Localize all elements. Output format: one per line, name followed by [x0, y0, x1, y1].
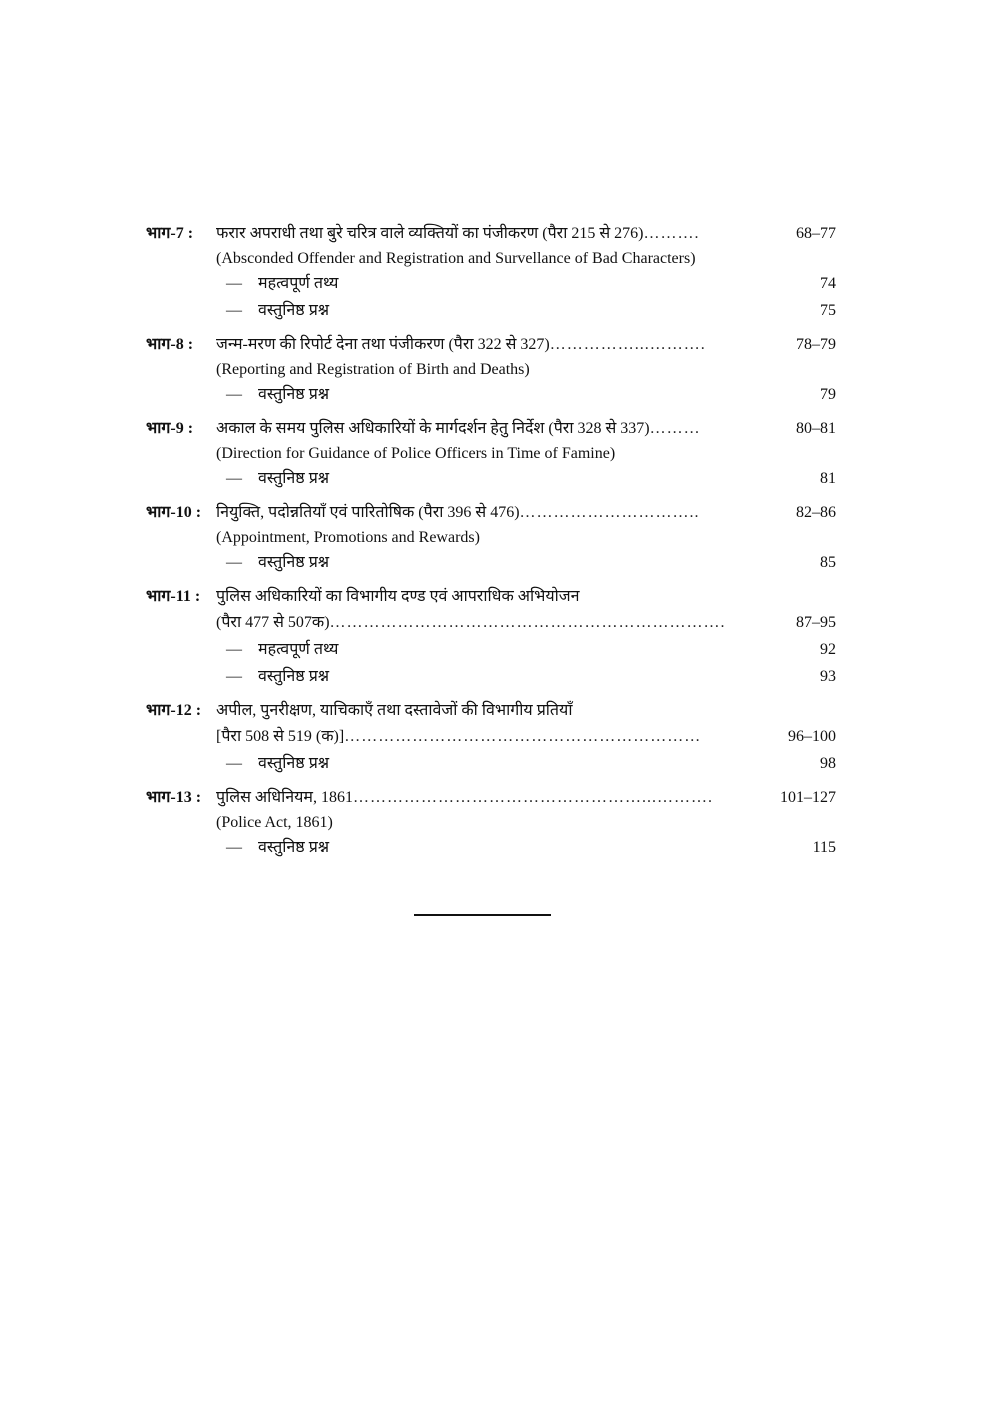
page-range: 96–100 — [788, 728, 836, 745]
sub-entry-title: वस्तुनिष्ठ प्रश्न — [258, 668, 330, 685]
sub-entry-page: 81 — [820, 470, 836, 487]
table-of-contents — [146, 221, 836, 869]
toc-entry-line — [146, 584, 836, 610]
toc-entry-line — [146, 500, 836, 526]
dash-bullet: — — [226, 470, 242, 487]
dash-bullet: — — [226, 275, 242, 292]
dash-bullet: — — [226, 302, 242, 319]
end-rule — [414, 914, 551, 916]
sub-entry-title: महत्वपूर्ण तथ्य — [258, 275, 339, 292]
dot-leader: ……………………………………………………… — [344, 728, 702, 745]
sub-entry — [146, 465, 836, 492]
sub-entry-page: 115 — [812, 839, 836, 856]
sub-entry-page: 75 — [820, 302, 836, 319]
entry-title: पुलिस अधिनियम, 1861 — [216, 789, 353, 806]
toc-entry-line — [146, 785, 836, 811]
sub-entry — [146, 663, 836, 690]
dot-leader: ………. — [643, 225, 700, 242]
page-range: 101–127 — [780, 789, 836, 806]
sub-entry-page: 98 — [820, 755, 836, 772]
english-title: (Direction for Guidance of Police Officers in Time of Famine) — [216, 445, 616, 462]
entry-title: अपील, पुनरीक्षण, याचिकाएँ तथा दस्तावेजों की विभागीय प्रतियाँ — [216, 702, 573, 719]
sub-entry — [146, 381, 836, 408]
entry-title: फरार अपराधी तथा बुरे चरित्र वाले व्यक्तियों का पंजीकरण (पैरा 215 से 276) — [216, 225, 644, 242]
english-title: (Absconded Offender and Registration and Survellance of Bad Characters) — [216, 250, 696, 267]
toc-entry-line — [146, 221, 836, 247]
english-title: (Police Act, 1861) — [216, 814, 333, 831]
dash-bullet: — — [226, 839, 242, 856]
toc-section — [146, 332, 836, 408]
sub-entry-title: वस्तुनिष्ठ प्रश्न — [258, 470, 330, 487]
toc-entry-line — [146, 416, 836, 442]
entry-title: पुलिस अधिकारियों का विभागीय दण्ड एवं आपराधिक अभियोजन — [216, 588, 580, 605]
english-title: (Appointment, Promotions and Rewards) — [216, 529, 480, 546]
part-label: भाग-11 : — [146, 588, 201, 605]
page-range: 68–77 — [796, 225, 836, 242]
sub-entry-title: वस्तुनिष्ठ प्रश्न — [258, 755, 330, 772]
sub-entry — [146, 750, 836, 777]
part-label: भाग-8 : — [146, 336, 194, 353]
sub-entry-page: 93 — [820, 668, 836, 685]
dot-leader: ……………………………………………...………. — [352, 789, 713, 806]
toc-section — [146, 584, 836, 690]
toc-section — [146, 785, 836, 861]
toc-section — [146, 416, 836, 492]
sub-entry-title: वस्तुनिष्ठ प्रश्न — [258, 386, 330, 403]
sub-entry-page: 79 — [820, 386, 836, 403]
sub-entry — [146, 270, 836, 297]
entry-title: (पैरा 477 से 507क) — [216, 614, 330, 631]
sub-entry-title: वस्तुनिष्ठ प्रश्न — [258, 839, 330, 856]
dash-bullet: — — [226, 641, 242, 658]
page-range: 78–79 — [796, 336, 836, 353]
sub-entry-title: वस्तुनिष्ठ प्रश्न — [258, 554, 330, 571]
dot-leader: ……… — [649, 420, 701, 437]
part-label: भाग-9 : — [146, 420, 194, 437]
toc-entry-line — [146, 724, 836, 750]
page-range: 87–95 — [796, 614, 836, 631]
sub-entry — [146, 297, 836, 324]
sub-entry — [146, 834, 836, 861]
part-label: भाग-7 : — [146, 225, 194, 242]
sub-entry-page: 85 — [820, 554, 836, 571]
sub-entry-title: महत्वपूर्ण तथ्य — [258, 641, 339, 658]
sub-entry-title: वस्तुनिष्ठ प्रश्न — [258, 302, 330, 319]
dot-leader: ……………...………. — [549, 336, 706, 353]
sub-entry-page: 92 — [820, 641, 836, 658]
toc-section — [146, 698, 836, 777]
dash-bullet: — — [226, 554, 242, 571]
part-label: भाग-13 : — [146, 789, 202, 806]
entry-title: नियुक्ति, पदोन्नतियाँ एवं पारितोषिक (पैरा 396 से 476) — [216, 504, 520, 521]
english-title: (Reporting and Registration of Birth and Deaths) — [216, 361, 530, 378]
entry-title: अकाल के समय पुलिस अधिकारियों के मार्गदर्शन हेतु निर्देश (पैरा 328 से 337) — [216, 420, 650, 437]
toc-section — [146, 221, 836, 324]
part-label: भाग-12 : — [146, 702, 202, 719]
dash-bullet: — — [226, 668, 242, 685]
dash-bullet: — — [226, 386, 242, 403]
toc-entry-line — [146, 698, 836, 724]
toc-entry-line — [146, 610, 836, 636]
entry-title: जन्म-मरण की रिपोर्ट देना तथा पंजीकरण (पैरा 322 से 327) — [216, 336, 550, 353]
page-range: 82–86 — [796, 504, 836, 521]
sub-entry — [146, 636, 836, 663]
entry-title: [पैरा 508 से 519 (क)] — [216, 728, 345, 745]
sub-entry-page: 74 — [820, 275, 836, 292]
dash-bullet: — — [226, 755, 242, 772]
toc-entry-line — [146, 332, 836, 358]
part-label: भाग-10 : — [146, 504, 202, 521]
page-range: 80–81 — [796, 420, 836, 437]
dot-leader: ………………………….. — [519, 504, 700, 521]
toc-section — [146, 500, 836, 576]
dot-leader: ……………………………………………………………. — [329, 614, 726, 631]
sub-entry — [146, 549, 836, 576]
